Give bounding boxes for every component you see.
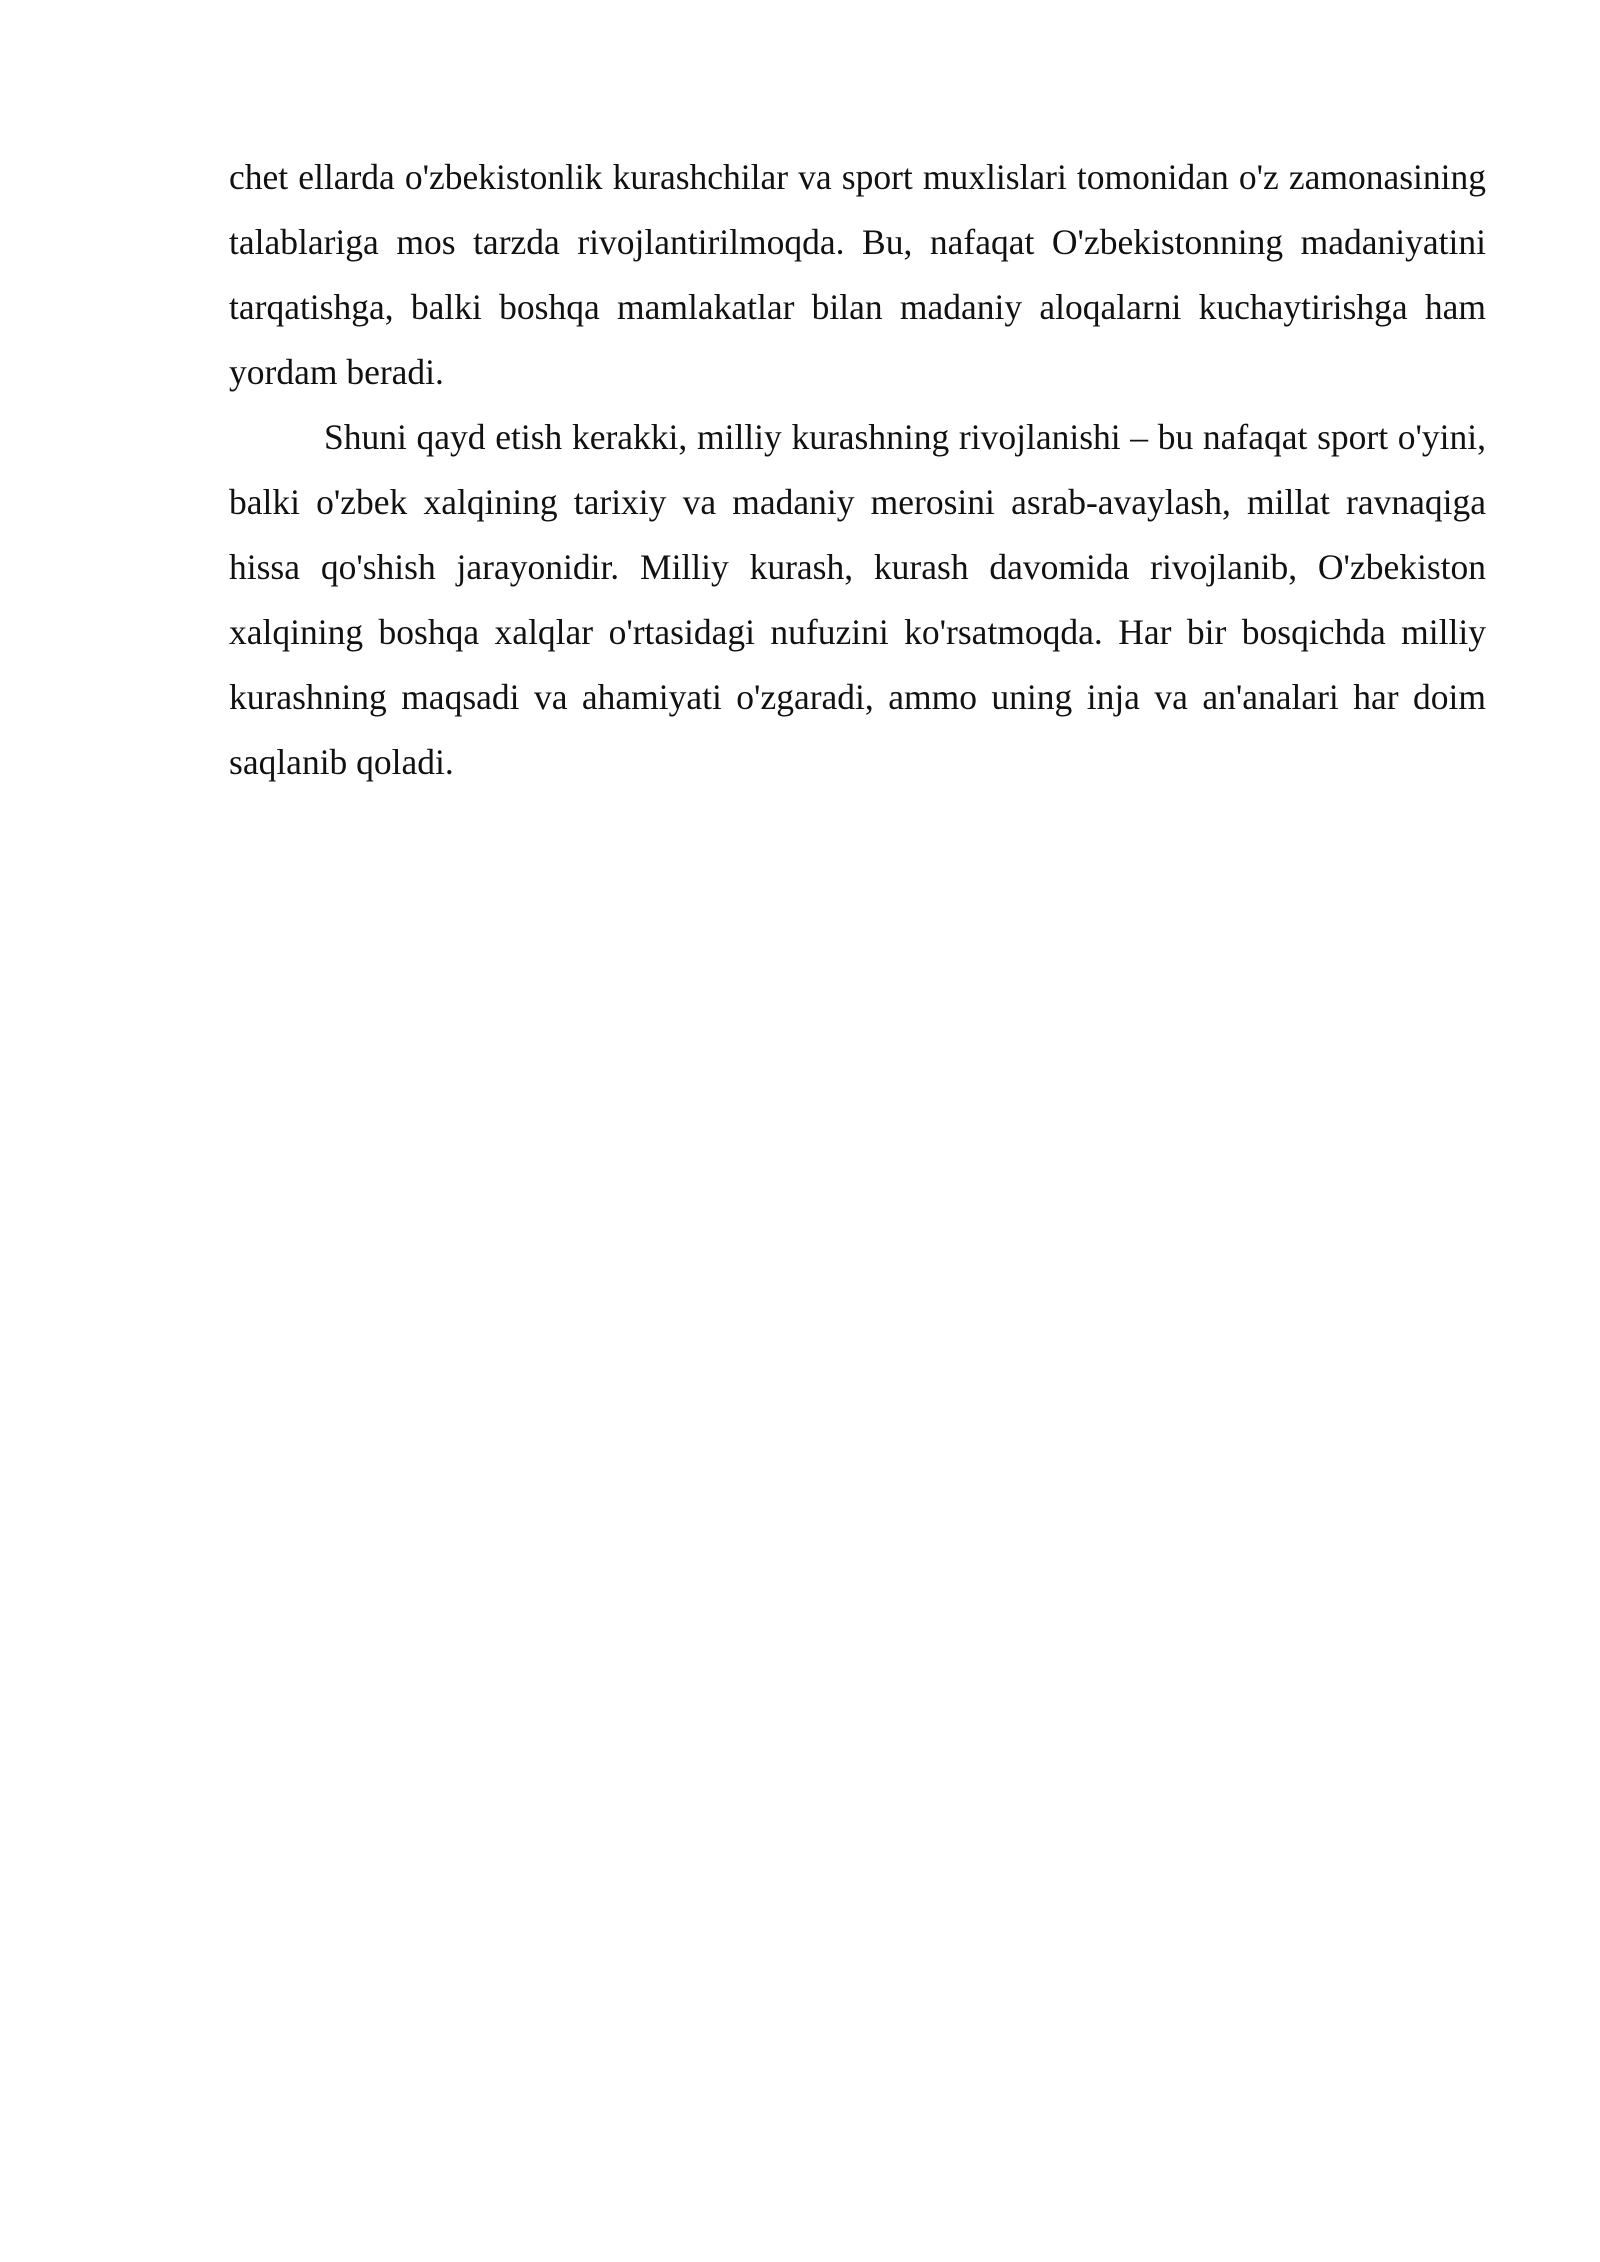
document-body [229,145,1486,795]
paragraph-conclusion: Shuni qayd etish kerakki, milliy kurashning rivojlanishi – bu nafaqat sport o'yini, balki o'zbek xalqining tarixiy va madaniy merosini asrab-avaylash, millat ravnaqiga hissa qo'shish jarayonidir. Milliy kurash, kurash davomida rivojlanib, O'zbekiston xalqining boshqa xalqlar o'rtasidagi nufuzini ko'rsatmoqda. Har bir bosqichda milliy kurashning maqsadi va ahamiyati o'zgaradi, ammo uning inja va an'analari har doim saqlanib qoladi. [229,417,1486,782]
paragraph-continuation: chet ellarda o'zbekistonlik kurashchilar va sport muxlislari tomonidan o'z zamonasining talablariga mos tarzda rivojlantirilmoqda. Bu, nafaqat O'zbekistonning madaniyatini tarqatishga, balki boshqa mamlakatlar bilan madaniy aloqalarni kuchaytirishga ham yordam beradi. [229,157,1486,392]
